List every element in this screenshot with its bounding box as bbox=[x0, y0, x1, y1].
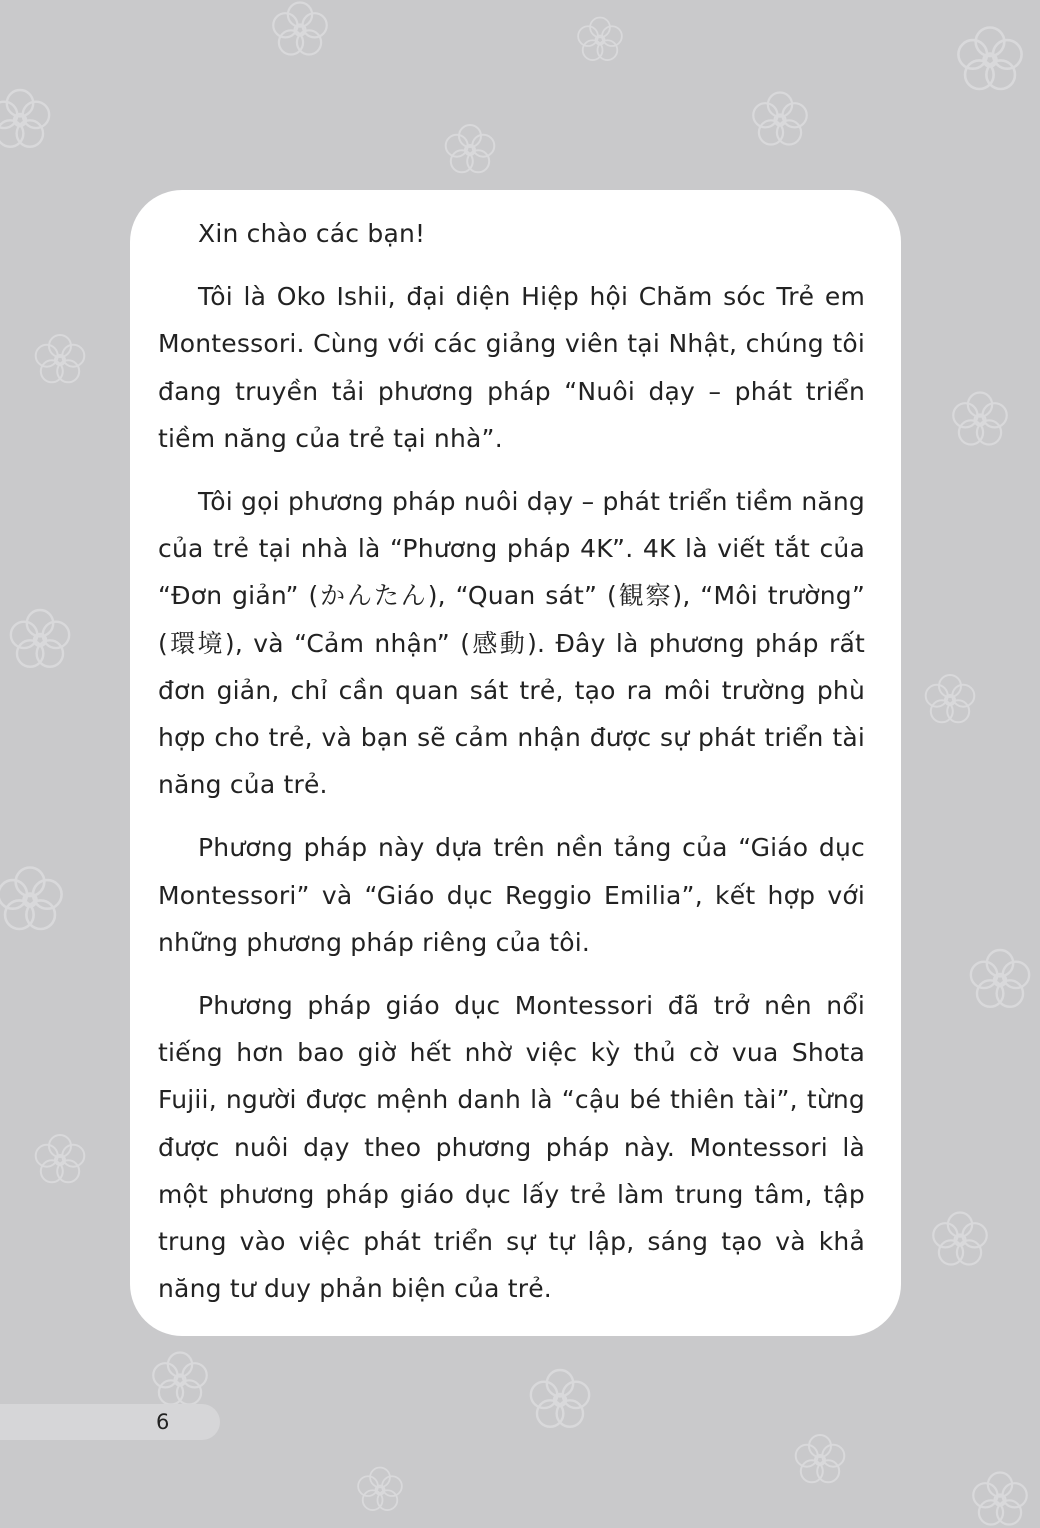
text-card bbox=[130, 190, 901, 1336]
page-number-tab bbox=[0, 1404, 220, 1440]
montessori-paragraph: Phương pháp giáo dục Montessori đã trở nên nổi tiếng hơn bao giờ hết nhờ việc kỳ thủ cờ vua Shota Fujii, người được mệnh danh là “cậu bé thiên tài”, từng được nuôi dạy theo phương pháp này. Montessori là một phương pháp giáo dục lấy trẻ làm trung tâm, tập trung vào việc phát triển sự tự lập, sáng tạo và khả năng tư duy phản biện của trẻ. bbox=[158, 991, 865, 1304]
greeting-paragraph: Xin chào các bạn! bbox=[198, 219, 426, 248]
method-4k-paragraph: Tôi gọi phương pháp nuôi dạy – phát triển tiềm năng của trẻ tại nhà là “Phương pháp 4K”. 4K là viết tắt của “Đơn giản” (かんたん), “Quan sát” (観察), “Môi trường” (環境), và “Cảm nhận” (感動). Đây là phương pháp rất đơn giản, chỉ cần quan sát trẻ, tạo ra môi trường phù hợp cho trẻ, và bạn sẽ cảm nhận được sự phát triển tài năng của trẻ. bbox=[158, 487, 865, 800]
introduction-paragraph: Tôi là Oko Ishii, đại diện Hiệp hội Chăm sóc Trẻ em Montessori. Cùng với các giảng viên tại Nhật, chúng tôi đang truyền tải phương pháp “Nuôi dạy – phát triển tiềm năng của trẻ tại nhà”. bbox=[158, 282, 865, 453]
page-number: 6 bbox=[156, 1410, 170, 1434]
foundation-paragraph: Phương pháp này dựa trên nền tảng của “Giáo dục Montessori” và “Giáo dục Reggio Emilia”, kết hợp với những phương pháp riêng của tôi. bbox=[158, 833, 865, 957]
